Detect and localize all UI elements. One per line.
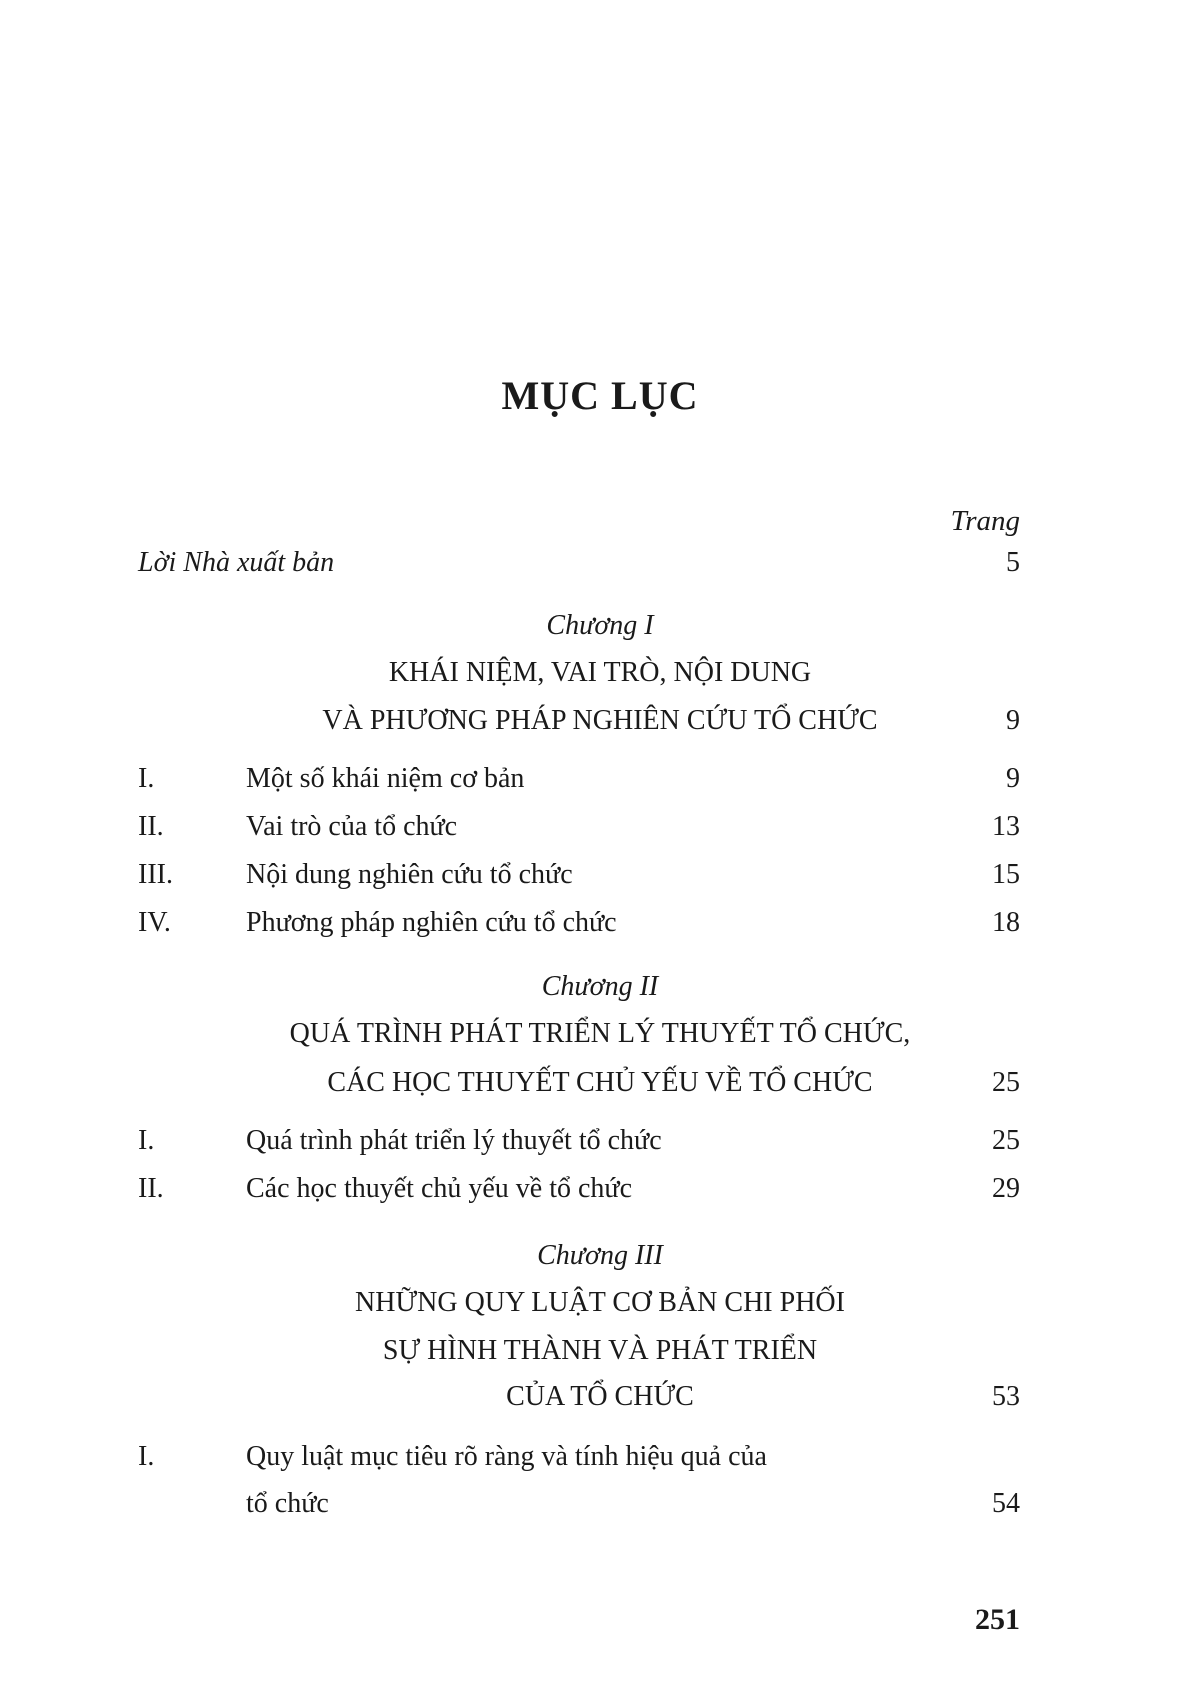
- toc-entry[interactable]: [138, 1173, 1020, 1213]
- entry-number: I.: [138, 763, 155, 794]
- entry-page: 25: [992, 1125, 1020, 1156]
- entry-number: IV.: [138, 907, 171, 938]
- page-number: 251: [975, 1603, 1020, 1636]
- entry-page: 54: [992, 1488, 1020, 1519]
- entry-page: 5: [1006, 547, 1020, 578]
- chapter-2-title-line-1: QUÁ TRÌNH PHÁT TRIỂN LÝ THUYẾT TỔ CHỨC,: [289, 1018, 911, 1049]
- entry-text: Vai trò của tổ chức: [246, 811, 458, 842]
- entry-page: 29: [992, 1173, 1020, 1204]
- chapter-2-page: 25: [992, 1067, 1020, 1098]
- chapter-2-title-line-2: CÁC HỌC THUYẾT CHỦ YẾU VỀ TỔ CHỨC: [327, 1067, 873, 1098]
- entry-number: I.: [138, 1125, 155, 1156]
- chapter-2-label: Chương II: [541, 971, 659, 1002]
- chapter-3-title-line-3: CỦA TỔ CHỨC: [506, 1381, 694, 1412]
- chapter-3-label: Chương III: [537, 1240, 663, 1271]
- entry-page: 15: [992, 859, 1020, 890]
- toc-entry[interactable]: [138, 763, 1020, 803]
- entry-text: Nội dung nghiên cứu tổ chức: [246, 859, 573, 890]
- chapter-3-title-line-2: SỰ HÌNH THÀNH VÀ PHÁT TRIỂN: [382, 1335, 818, 1366]
- entry-page: 9: [1006, 763, 1020, 794]
- entry-number: II.: [138, 811, 164, 842]
- toc-entry[interactable]: [138, 907, 1020, 947]
- entry-page: 18: [992, 907, 1020, 938]
- entry-number: III.: [138, 859, 173, 890]
- chapter-1-label: Chương I: [546, 610, 654, 641]
- toc-entry[interactable]: [138, 811, 1020, 851]
- toc-entry-preface[interactable]: [138, 547, 1020, 587]
- page-column-label: Trang: [950, 505, 1020, 537]
- chapter-3-page: 53: [992, 1381, 1020, 1412]
- entry-text: Quá trình phát triển lý thuyết tổ chức: [246, 1125, 662, 1156]
- chapter-3-title-line-1: NHỮNG QUY LUẬT CƠ BẢN CHI PHỐI: [355, 1287, 845, 1318]
- chapter-1-title-line-1: KHÁI NIỆM, VAI TRÒ, NỘI DUNG: [388, 657, 812, 688]
- entry-text: Lời Nhà xuất bản: [138, 547, 335, 578]
- toc-entry[interactable]: [138, 1441, 1020, 1531]
- entry-text: Một số khái niệm cơ bản: [246, 763, 525, 794]
- entry-page: 13: [992, 811, 1020, 842]
- entry-number: II.: [138, 1173, 164, 1204]
- chapter-1-title-line-2: VÀ PHƯƠNG PHÁP NGHIÊN CỨU TỔ CHỨC: [322, 705, 878, 736]
- entry-number: I.: [138, 1441, 155, 1472]
- entry-text: Các học thuyết chủ yếu về tổ chức: [246, 1173, 633, 1204]
- entry-text: Phương pháp nghiên cứu tổ chức: [246, 907, 617, 938]
- entry-text-continuation: tổ chức: [246, 1488, 329, 1519]
- page-title: MỤC LỤC: [501, 373, 699, 418]
- chapter-1-page: 9: [1006, 705, 1020, 736]
- entry-text: Quy luật mục tiêu rõ ràng và tính hiệu quả của: [246, 1441, 767, 1472]
- toc-entry[interactable]: [138, 1125, 1020, 1165]
- toc-entry[interactable]: [138, 859, 1020, 899]
